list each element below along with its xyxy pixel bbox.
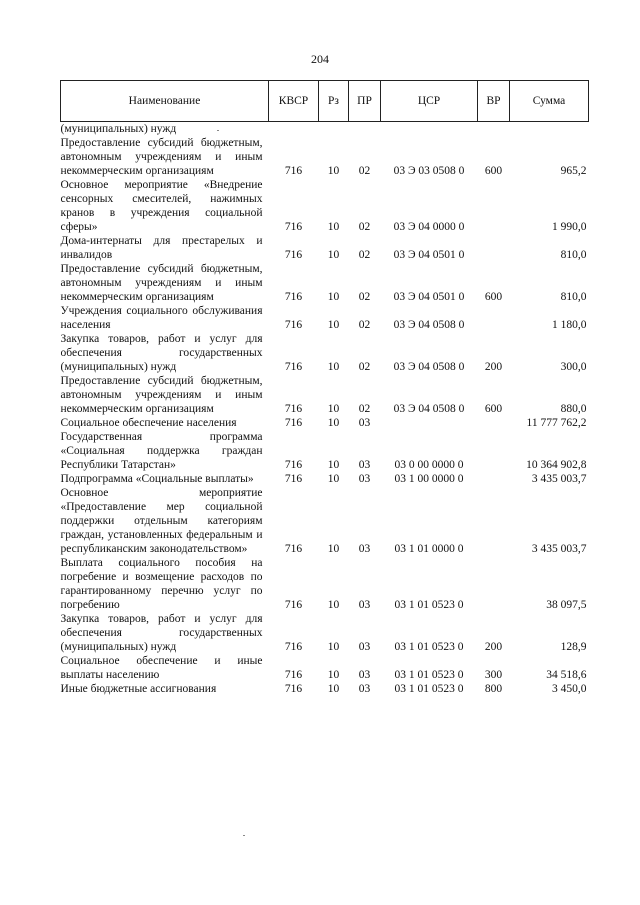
cell-name: (муниципальных) нужд	[60, 123, 177, 135]
cell-pr: 02	[358, 291, 371, 303]
cell-name: Основное мероприятие «Внедрение сенсорных смесителей, нажимных кранов в учреждения социальной сферы»	[60, 179, 263, 233]
cell-vr: 200	[484, 361, 503, 373]
cell-sum: 1 180,0	[552, 319, 587, 331]
cell-kvsr: 716	[284, 291, 303, 303]
cell-sum: 880,0	[560, 403, 587, 415]
cell-sum: 3 435 003,7	[531, 473, 587, 485]
cell-csr: 03 Э 04 0501 0	[393, 291, 465, 303]
cell-sum: 34 518,6	[546, 669, 587, 681]
cell-kvsr: 716	[284, 417, 303, 429]
cell-kvsr: 716	[284, 221, 303, 233]
table-row	[61, 122, 589, 137]
cell-name: Предоставление субсидий бюджетным, автономным учреждениям и иным некоммерческим организациям	[60, 375, 263, 415]
cell-csr: 03 0 00 0000 0	[394, 459, 464, 471]
table-row	[61, 612, 589, 654]
cell-vr: 600	[484, 291, 503, 303]
cell-csr: 03 Э 04 0508 0	[393, 361, 465, 373]
column-header-rz: Рз	[319, 81, 349, 122]
cell-name: Основное мероприятие «Предоставление мер социальной поддержки отдельным категориям граждан, установленных федеральным и республиканским законодательством»	[60, 487, 263, 555]
cell-vr	[478, 122, 510, 137]
cell-pr: 03	[358, 599, 371, 611]
cell-vr: 600	[484, 165, 503, 177]
cell-sum: 810,0	[560, 249, 587, 261]
cell-kvsr: 716	[284, 473, 303, 485]
cell-sum: 3 435 003,7	[531, 543, 587, 555]
cell-rz: 10	[327, 599, 340, 611]
column-header-name: Наименование	[61, 81, 269, 122]
cell-name: Подпрограмма «Социальные выплаты»	[60, 473, 254, 485]
cell-kvsr	[269, 122, 319, 137]
cell-sum	[510, 122, 589, 137]
cell-rz: 10	[327, 459, 340, 471]
cell-name: Социальное обеспечение населения	[60, 417, 237, 429]
table-body	[61, 122, 589, 697]
cell-name: Иные бюджетные ассигнования	[60, 683, 217, 695]
column-header-vr: ВР	[478, 81, 510, 122]
budget-table	[60, 80, 589, 696]
cell-vr: 300	[484, 669, 503, 681]
table-row	[61, 472, 589, 486]
cell-pr: 03	[358, 543, 371, 555]
cell-vr: 600	[484, 403, 503, 415]
cell-rz	[319, 122, 349, 137]
table-row	[61, 486, 589, 556]
cell-vr	[478, 416, 510, 430]
cell-pr: 02	[358, 361, 371, 373]
cell-rz: 10	[327, 669, 340, 681]
cell-kvsr: 716	[284, 683, 303, 695]
scan-speck	[243, 835, 245, 836]
cell-rz: 10	[327, 473, 340, 485]
cell-kvsr: 716	[284, 361, 303, 373]
cell-pr: 02	[358, 403, 371, 415]
cell-pr	[349, 122, 381, 137]
cell-name: Дома-интернаты для престарелых и инвалидов	[60, 235, 263, 261]
table-row	[61, 556, 589, 612]
cell-pr: 03	[358, 669, 371, 681]
column-header-pr: ПР	[349, 81, 381, 122]
cell-csr: 03 1 01 0523 0	[394, 599, 464, 611]
cell-kvsr: 716	[284, 319, 303, 331]
cell-name: Социальное обеспечение и иные выплаты населению	[60, 655, 263, 681]
cell-csr: 03 Э 04 0508 0	[393, 403, 465, 415]
cell-sum: 3 450,0	[552, 683, 587, 695]
table-row	[61, 262, 589, 304]
cell-kvsr: 716	[284, 403, 303, 415]
cell-vr	[478, 234, 510, 262]
cell-kvsr: 716	[284, 599, 303, 611]
cell-csr	[381, 122, 478, 137]
cell-rz: 10	[327, 221, 340, 233]
table-header-row	[61, 81, 589, 122]
cell-sum: 300,0	[560, 361, 587, 373]
cell-csr: 03 1 01 0523 0	[394, 641, 464, 653]
cell-pr: 03	[358, 459, 371, 471]
cell-pr: 03	[358, 683, 371, 695]
cell-kvsr: 716	[284, 459, 303, 471]
cell-csr: 03 Э 04 0000 0	[393, 221, 465, 233]
cell-sum: 38 097,5	[546, 599, 587, 611]
cell-rz: 10	[327, 291, 340, 303]
cell-csr: 03 1 01 0523 0	[394, 683, 464, 695]
cell-kvsr: 716	[284, 249, 303, 261]
table-row	[61, 430, 589, 472]
cell-vr	[478, 556, 510, 612]
table-row	[61, 654, 589, 682]
cell-name: Предоставление субсидий бюджетным, автономным учреждениям и иным некоммерческим организациям	[60, 137, 263, 177]
cell-sum: 10 364 902,8	[526, 459, 587, 471]
cell-csr: 03 Э 04 0508 0	[393, 319, 465, 331]
cell-name: Выплата социального пособия на погребение и возмещение расходов по гарантированному перечню услуг по погребению	[60, 557, 263, 611]
cell-csr: 03 Э 03 0508 0	[393, 165, 465, 177]
cell-pr: 03	[358, 641, 371, 653]
column-header-csr: ЦСР	[381, 81, 478, 122]
cell-vr	[478, 472, 510, 486]
table-row	[61, 682, 589, 696]
cell-name: Предоставление субсидий бюджетным, автономным учреждениям и иным некоммерческим организациям	[60, 263, 263, 303]
cell-vr	[478, 178, 510, 234]
cell-sum: 128,9	[560, 641, 587, 653]
table-row	[61, 304, 589, 332]
cell-vr: 200	[484, 641, 503, 653]
cell-pr: 02	[358, 249, 371, 261]
cell-rz: 10	[327, 165, 340, 177]
cell-rz: 10	[327, 361, 340, 373]
cell-name: Закупка товаров, работ и услуг для обеспечения государственных (муниципальных) нужд	[60, 333, 263, 373]
cell-name: Закупка товаров, работ и услуг для обеспечения государственных (муниципальных) нужд	[60, 613, 263, 653]
cell-kvsr: 716	[284, 543, 303, 555]
cell-pr: 03	[358, 473, 371, 485]
cell-csr: 03 1 00 0000 0	[394, 473, 464, 485]
table-row	[61, 234, 589, 262]
cell-pr: 02	[358, 319, 371, 331]
cell-rz: 10	[327, 543, 340, 555]
cell-vr: 800	[484, 683, 503, 695]
cell-name: Государственная программа «Социальная поддержка граждан Республики Татарстан»	[60, 431, 263, 471]
cell-vr	[478, 304, 510, 332]
table-row	[61, 136, 589, 178]
table-row	[61, 416, 589, 430]
cell-pr: 02	[358, 165, 371, 177]
cell-vr	[478, 430, 510, 472]
cell-pr: 02	[358, 221, 371, 233]
column-header-sum: Сумма	[510, 81, 589, 122]
cell-kvsr: 716	[284, 165, 303, 177]
scan-speck	[217, 130, 219, 131]
cell-sum: 1 990,0	[552, 221, 587, 233]
cell-csr: 03 1 01 0000 0	[394, 543, 464, 555]
cell-rz: 10	[327, 319, 340, 331]
cell-rz: 10	[327, 403, 340, 415]
column-header-kvsr: КВСР	[269, 81, 319, 122]
cell-kvsr: 716	[284, 641, 303, 653]
cell-kvsr: 716	[284, 669, 303, 681]
cell-name: Учреждения социального обслуживания населения	[60, 305, 263, 331]
cell-csr	[381, 416, 478, 430]
cell-csr: 03 Э 04 0501 0	[393, 249, 465, 261]
table-row	[61, 332, 589, 374]
cell-csr: 03 1 01 0523 0	[394, 669, 464, 681]
page-number: 204	[311, 52, 329, 66]
cell-rz: 10	[327, 417, 340, 429]
cell-rz: 10	[327, 683, 340, 695]
cell-sum: 965,2	[560, 165, 587, 177]
cell-sum: 11 777 762,2	[526, 417, 587, 429]
cell-pr: 03	[358, 417, 371, 429]
table-row	[61, 178, 589, 234]
cell-rz: 10	[327, 641, 340, 653]
table-row	[61, 374, 589, 416]
cell-rz: 10	[327, 249, 340, 261]
cell-sum: 810,0	[560, 291, 587, 303]
cell-vr	[478, 486, 510, 556]
